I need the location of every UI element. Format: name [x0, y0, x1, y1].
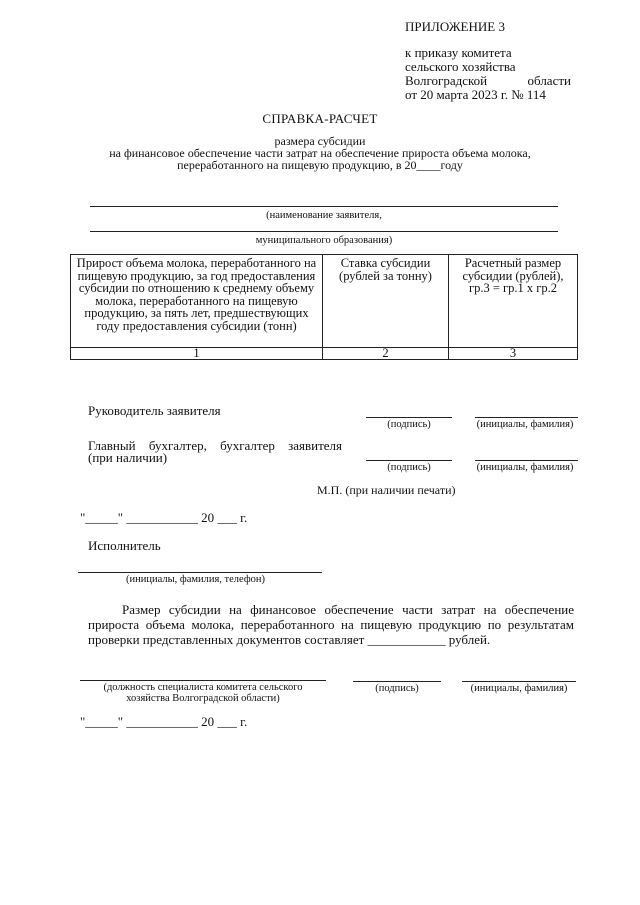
municipality-hint: муниципального образования) — [255, 235, 393, 246]
accountant-note: (при наличии) — [88, 450, 168, 465]
table-number-row — [71, 348, 578, 360]
committee-initials-line[interactable] — [462, 681, 576, 682]
column-header-growth: Прирост объема молока, переработанного на пищевую продукцию, за год предоставления субсидии по отношению к среднему объему молока, переработанного на пищевую продукцию, за пять лет, предшествующих году предоставления субсидии (тонн) — [71, 255, 323, 348]
document-title: СПРАВКА-РАСЧЕТ — [262, 111, 378, 126]
subtitle-line-1: размера субсидии — [274, 134, 366, 148]
column-number-1: 1 — [71, 348, 323, 360]
committee-position-line[interactable] — [80, 680, 326, 681]
head-signature-hint: (подпись) — [387, 419, 431, 430]
committee-date: "_____" ___________ 20 ___ г. — [80, 714, 248, 729]
head-initials-line[interactable] — [475, 417, 578, 418]
order-date: от 20 марта 2023 г. № 114 — [405, 87, 546, 102]
executor-label: Исполнитель — [88, 538, 161, 553]
order-line-2: сельского хозяйства — [405, 59, 516, 74]
applicant-name-hint: (наименование заявителя, — [266, 210, 382, 221]
table-header-row — [71, 255, 578, 348]
applicant-date: "_____" ___________ 20 ___ г. — [80, 510, 248, 525]
applicant-name-line[interactable] — [90, 206, 558, 207]
head-signature-line[interactable] — [366, 417, 452, 418]
order-line-1: к приказу комитета — [405, 45, 512, 60]
committee-signature-line[interactable] — [353, 681, 441, 682]
column-number-2: 2 — [323, 348, 449, 360]
seal-note: М.П. (при наличии печати) — [317, 483, 456, 497]
committee-position-hint-1: (должность специалиста комитета сельского — [103, 682, 303, 693]
accountant-signature-line[interactable] — [366, 460, 452, 461]
committee-position-hint-2: хозяйства Волгоградской области) — [126, 693, 280, 704]
subtitle-line-3: переработанного на пищевую продукцию, в 20____году — [177, 158, 463, 172]
committee-signature-hint: (подпись) — [375, 683, 419, 694]
order-line-3a: Волгоградской — [405, 73, 488, 88]
order-line-3b: области — [527, 73, 571, 88]
executor-hint: (инициалы, фамилия, телефон) — [126, 574, 266, 585]
accountant-label: Главный бухгалтер, бухгалтер заявителя — [88, 438, 342, 453]
column-header-rate: Ставка субсидии (рублей за тонну) — [323, 255, 449, 348]
conclusion-paragraph: Размер субсидии на финансовое обеспечение части затрат на обеспечение прироста объема молока, переработанного на пищевую продукцию по результатам проверки представленных документов составляет ____________ рублей. — [88, 602, 574, 647]
head-initials-hint: (инициалы, фамилия) — [476, 419, 574, 430]
head-label: Руководитель заявителя — [88, 403, 221, 418]
accountant-initials-line[interactable] — [475, 460, 578, 461]
municipality-line[interactable] — [90, 231, 558, 232]
subtitle-line-2: на финансовое обеспечение части затрат на обеспечение прироста объема молока, — [109, 146, 531, 160]
appendix-label: ПРИЛОЖЕНИЕ 3 — [405, 19, 505, 34]
order-line-3 — [405, 74, 571, 88]
column-number-3: 3 — [449, 348, 578, 360]
executor-line[interactable] — [78, 572, 322, 573]
committee-initials-hint: (инициалы, фамилия) — [470, 683, 568, 694]
calculation-table — [70, 254, 578, 360]
column-header-amount: Расчетный размер субсидии (рублей), гр.3 = гр.1 x гр.2 — [449, 255, 578, 348]
accountant-initials-hint: (инициалы, фамилия) — [476, 462, 574, 473]
accountant-signature-hint: (подпись) — [387, 462, 431, 473]
